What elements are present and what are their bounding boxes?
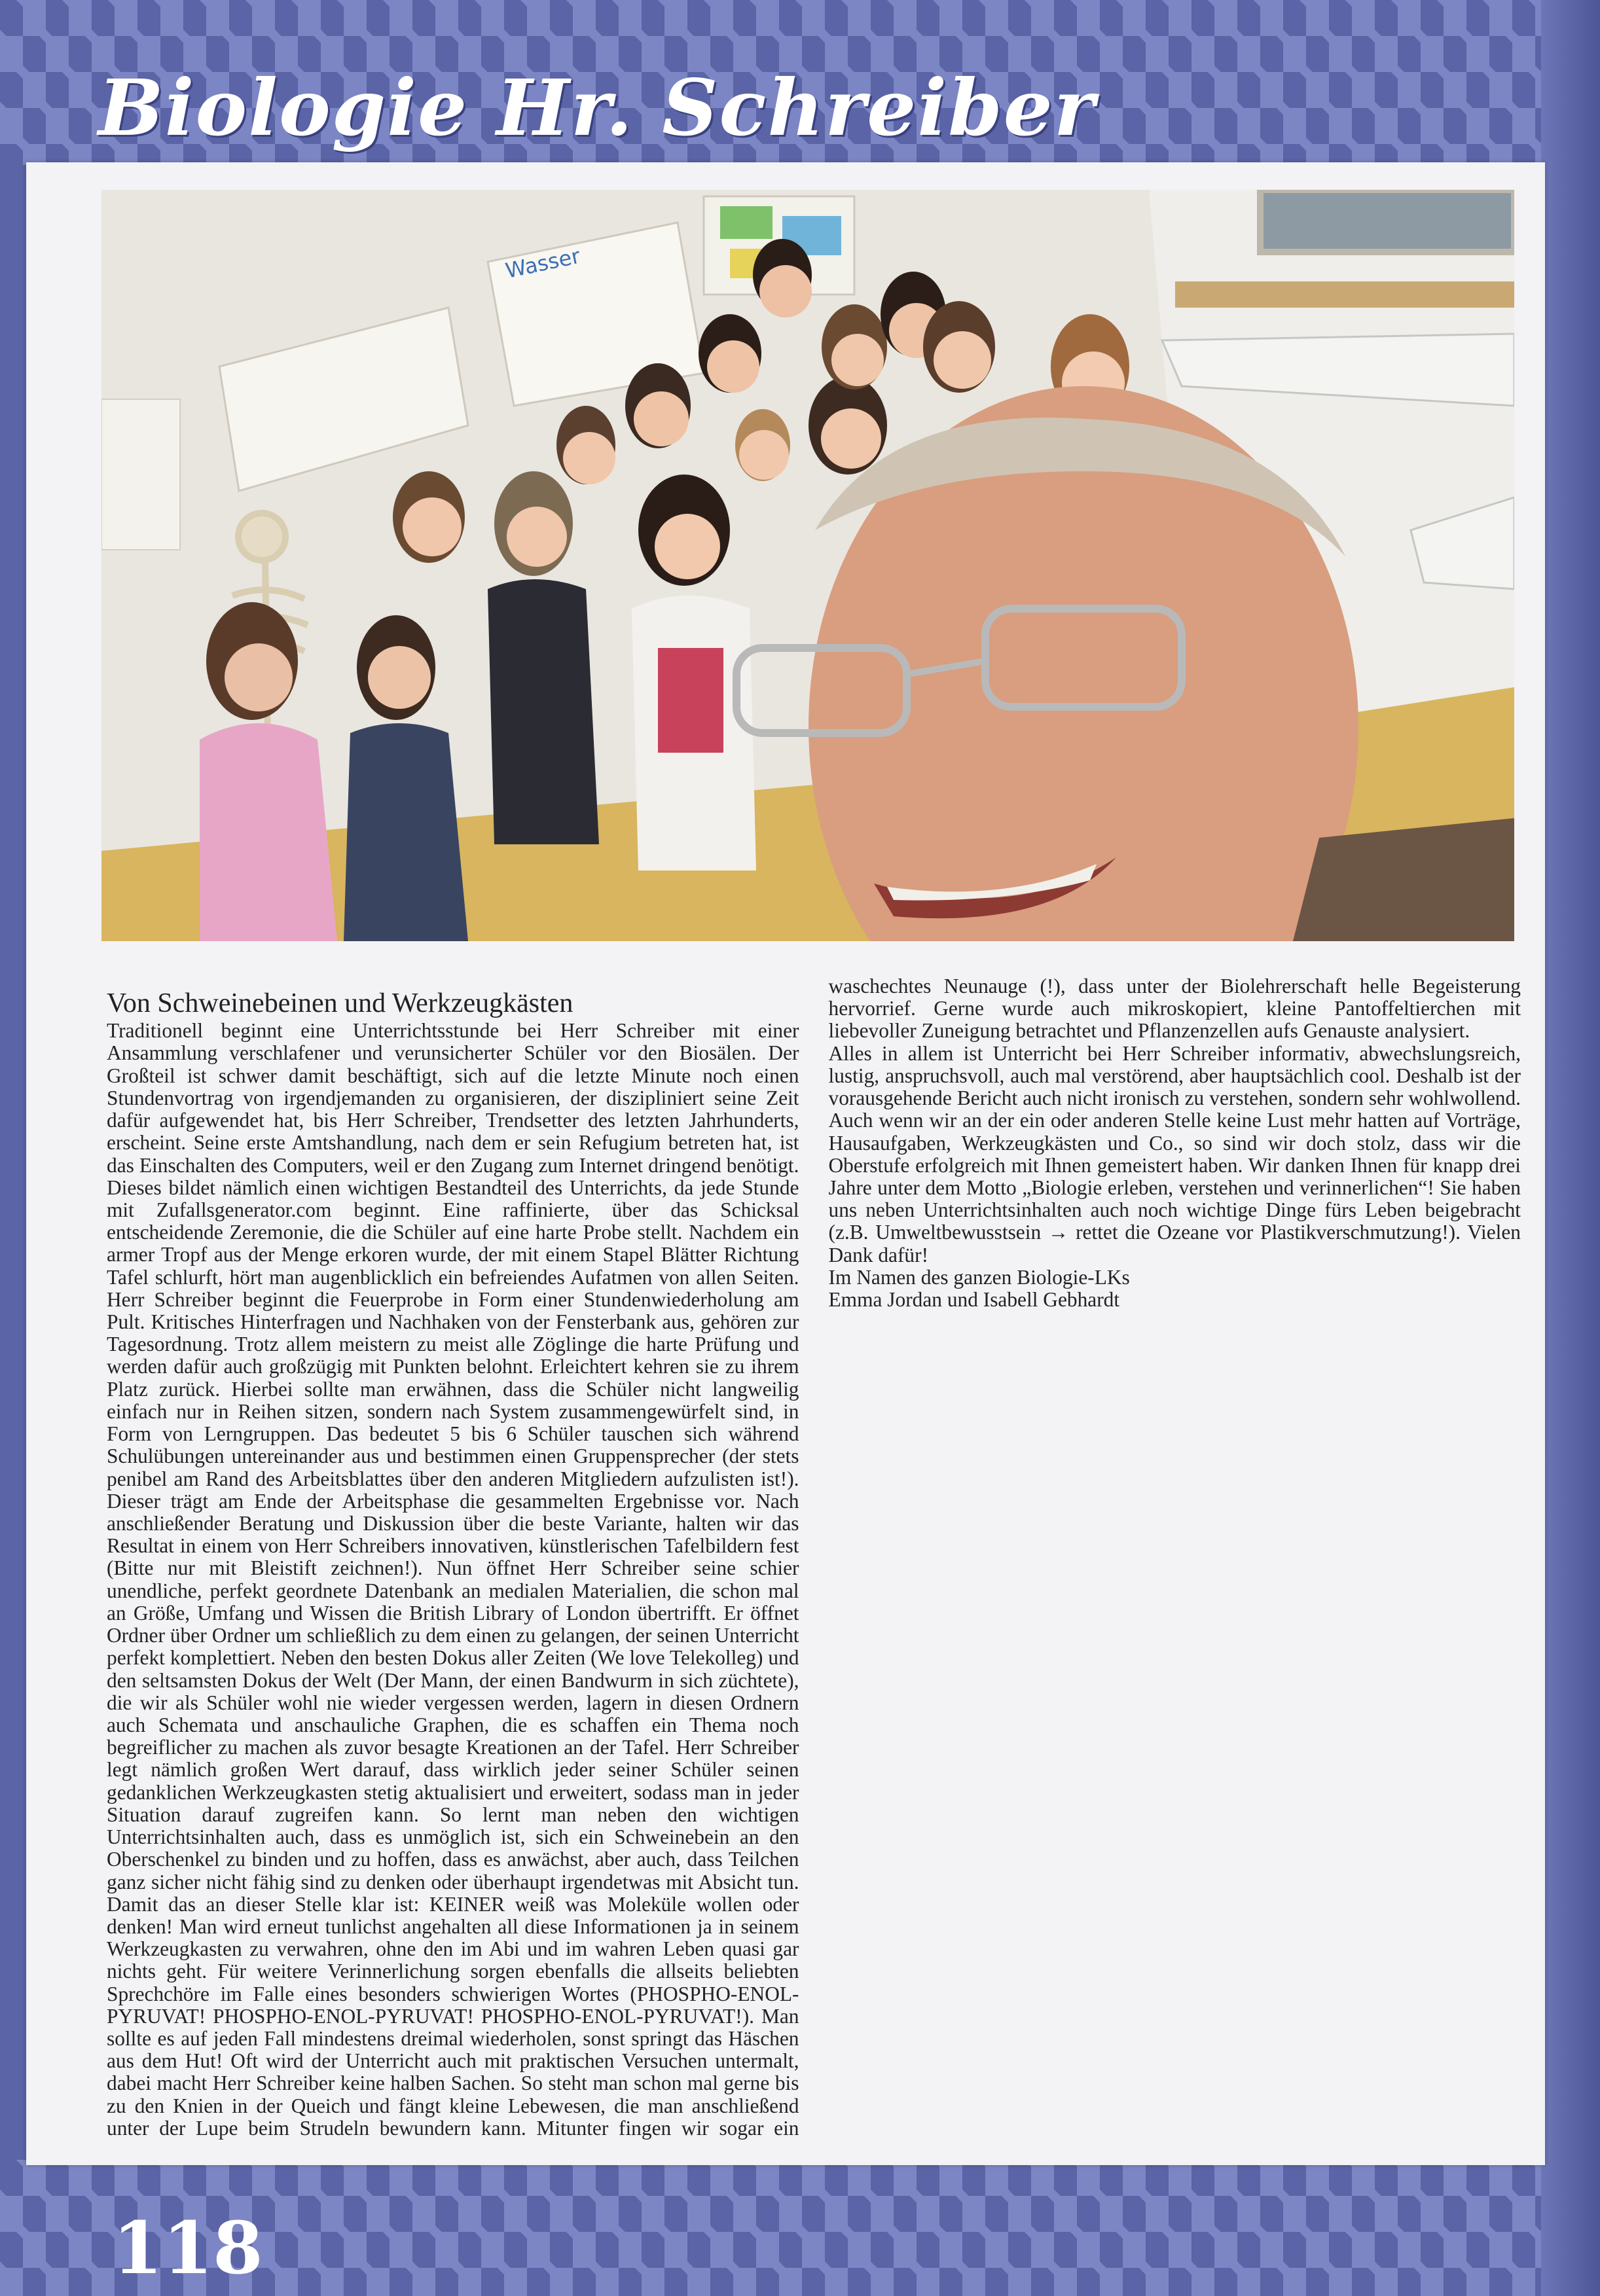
article-paragraph: Alles in allem ist Unterricht bei Herr Schreiber informativ, abwechslungsreich, lustig, anspruchsvoll, auch mal verstörend, aber hauptsächlich cool. Deshalb ist der vorausgehende Bericht auch nicht ironisch zu verstehen, sondern sehr wohlwollend. Auch wenn wir an der ein oder anderen Stelle keine Lust mehr hatten auf Vorträge, Hausaufgaben, Werkzeugkästen und Co., so sind wir doch stolz, dass wir die Oberstufe erfolgreich mit Ihnen gemeistert haben. Wir danken Ihnen für knapp drei Jahre unter dem Motto „Biologie erleben, verstehen und verinnerlichen“! Sie haben uns neben Unterrichtsinhalten auch noch wichtige Dinge fürs Leben beigebracht (z.B. Umweltbewusstsein → rettet die Ozeane vor Plastikverschmutzung!). Vielen Dank dafür! (828, 1041, 1521, 1266)
page-edge (1541, 0, 1600, 2296)
class-photo-illustration (101, 190, 1514, 941)
page-number: 118 (113, 2206, 263, 2290)
class-photo (101, 190, 1514, 941)
page-title: Biologie Hr. Schreiber (98, 62, 1096, 153)
article-paragraph: Traditionell beginnt eine Unterrichtsstunde bei Herr Schreiber mit einer Ansammlung verschlafener und verunsicherter Schüler vor den Biosälen. Der Großteil ist schwer damit beschäftigt, sich auf die letzte Minute noch einen Stundenvortrag von irgendjemanden zu organisieren, der diszipliniert seine Zeit dafür aufgewendet hat, bis Herr Schreiber, Trendsetter des letzten Jahrhunderts, erscheint. Seine erste Amtshandlung, nach dem er sein Refugium betreten hat, ist das Einschalten des Computers, weil er den Zugang zum Internet dringend benötigt. Dieses bildet nämlich einen wichtigen Bestandteil des Unterrichts, da jede Stunde mit Zufallsgenerator.com beginnt. Eine raffinierte, über das Schicksal entscheidende Zeremonie, die die Schüler auf eine harte Probe stellt. Nachdem ein armer Tropf aus der Menge erkoren wurde, der mit einem Stapel Blätter Richtung Tafel schlurft, hört man augenblicklich ein befreiendes Aufatmen von allen Seiten. Herr Schreiber beginnt die Feuerprobe in Form einer Stundenwiederholung am Pult. Kritisches Hinterfragen und Nachhaken von der Fensterbank aus, gehören zur Tagesordnung. Trotz allem meistern zu meist alle Zöglinge die harte Prüfung und werden dafür auch großzügig mit Punkten belohnt. Erleichtert kehren sie zu ihrem Platz zurück. Hierbei sollte man erwähnen, dass die Schüler nicht langweilig einfach nur in Reihen sitzen, sondern nach System zusammengewürfelt sind, in Form von Lerngruppen. Das bedeutet 5 bis 6 Schüler tauschen sich während Schulübungen untereinander aus und bestimmen einen Gruppensprecher (der stets penibel am Rand des Arbeitsblattes über den anderen Mitgliedern aufzulisten ist!). Dieser trägt am Ende der Arbeitsphase die gesammelten Ergebnisse vor. Nach anschließender Beratung und Diskussion über die beste Variante, halten wir das Resultat in einem von Herr Schreibers innovativen, künstlerischen Tafelbildern fest (Bitte nur mit Bleistift zeichnen!). Nun öffnet Herr Schreiber seine schier unendliche, perfekt geordnete Datenbank an medialen Materialien, die schon mal an Größe, Umfang und Wissen die British Library of London übertrifft. Er öffnet Ordner über Ordner um schließlich zu dem einen zu gelangen, der seinen Unterricht perfekt komplettiert. Neben den besten Dokus aller Zeiten (We love Telekolleg) und den seltsamsten Dokus der Welt (Der Mann, der einen Bandwurm in sich züchtete), die wir als Schüler wohl nie wieder vergessen werden, lagern in diesen Ordnern auch Schemata und anschauliche Graphen, die es schaffen ein Thema noch begreiflicher zu machen als zuvor besagte Kreationen an der Tafel. Herr Schreiber legt nämlich großen Wert darauf, dass wirklich jeder seiner Schüler seinen gedanklichen Werkzeugkasten stetig aktualisiert und erweitert, sodass man in jeder Situation darauf zugreifen kann. So lernt man neben den wichtigen Unterrichtsinhalten auch, dass es unmöglich ist, sich ein Schweinebein an den Oberschenkel zu binden und zu hoffen, dass es anwächst, aber auch, dass Teilchen ganz sicher nicht fähig sind zu denken oder überhaupt irgendetwas mit Absicht tun. Damit das an dieser Stelle klar ist: KEINER weiß was Moleküle wollen oder denken! Man wird erneut tunlichst angehalten all diese Informationen ja in seinem Werkzeugkasten zu verwahren, ohne den im Abi und im wahren Leben quasi gar nichts geht. Für weitere Verinnerlichung sorgen ebenfalls die allseits beliebten Sprechchöre im Falle eines besonders schwierigen Wortes (PHOSPHO-ENOL-PYRUVAT! PHOSPHO-ENOL-PYRUVAT! PHOSPHO-ENOL-PYRUVAT!). Man sollte es auf jeden Fall mindestens dreimal wiederholen, sonst springt das Häschen aus dem Hut! Oft wird der Unterricht auch mit praktischen Versuchen untermalt, dabei macht Herr Schreiber keine halben Sachen. So steht man schon mal gerne bis zu den Knien in der Queich und fängt kleine Lebewesen, die man anschließend unter der Lupe beim Strudeln bewundern kann. Mitunter fingen wir sogar ein waschechtes Neunauge (!), dass unter der Biolehrerschaft helle Begeisterung hervorrief. Gerne wurde auch mikroskopiert, kleine Pantoffeltierchen mit liebevoller Zuneigung betrachtet und Pflanzenzellen aufs Genauste analysiert. (107, 975, 1521, 2140)
article-heading: Von Schweinebeinen und Werkzeugkästen (107, 988, 573, 1018)
article-body (107, 975, 1521, 2153)
article-authors: Emma Jordan und Isabell Gebhardt (828, 1288, 1120, 1312)
article-signoff: Im Namen des ganzen Biologie-LKs (828, 1265, 1130, 1289)
poster-wasser-label: Wasser (503, 243, 583, 283)
